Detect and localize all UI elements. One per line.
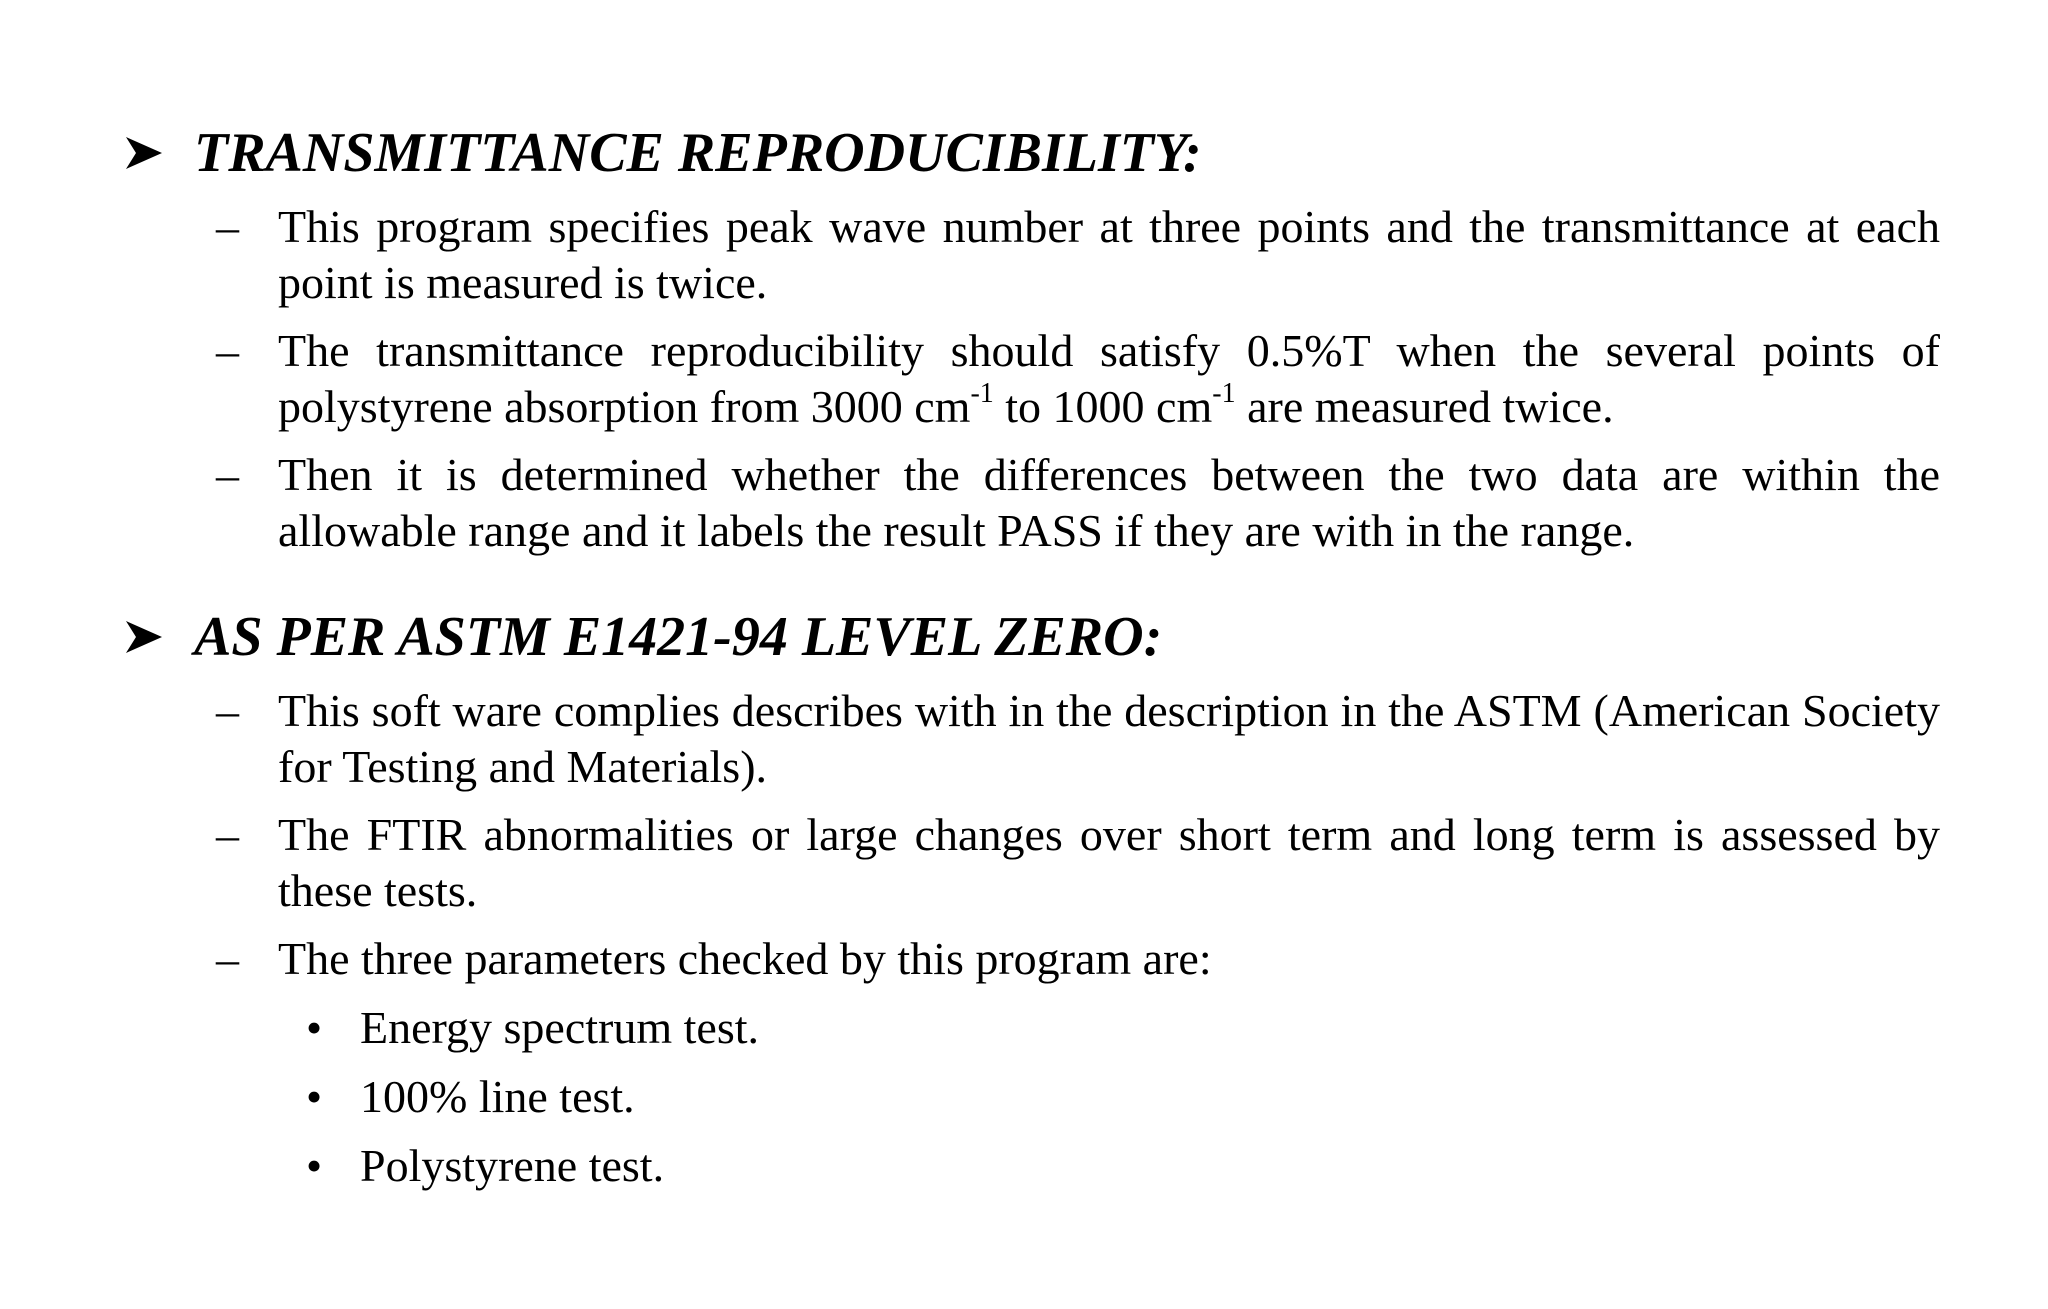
- section-heading-astm: [124, 602, 1162, 672]
- dot-bullet: •: [306, 1002, 323, 1053]
- dash-bullet: –: [216, 933, 239, 984]
- dot-bullet: •: [306, 1140, 323, 1191]
- list-item-text: Then it is determined whether the differences between the two data are within the allowable range and it labels the result PASS if they are with in the range.: [278, 449, 1940, 556]
- list-item-text: This soft ware complies describes with in the description in the ASTM (American Society for Testing and Materials).: [278, 685, 1940, 792]
- heading-text: TRANSMITTANCE REPRODUCIBILITY:: [194, 122, 1202, 184]
- dot-bullet: •: [306, 1071, 323, 1122]
- dash-bullet: –: [216, 201, 239, 252]
- sub-list-item-text: Energy spectrum test.: [360, 1002, 759, 1053]
- dash-bullet: –: [216, 449, 239, 500]
- text-run: The transmittance reproducibility should satisfy 0.5%T when the several points of polystyrene absorption from 3000 cm: [278, 325, 1940, 432]
- list-item-text: [278, 323, 1940, 435]
- arrowhead-bullet-icon: [124, 619, 164, 655]
- section-heading-transmittance: [124, 118, 1202, 188]
- superscript: -1: [970, 377, 994, 409]
- text-run: are measured twice.: [1235, 381, 1614, 432]
- heading-text: AS PER ASTM E1421-94 LEVEL ZERO:: [194, 606, 1163, 668]
- list-item-text: The FTIR abnormalities or large changes over short term and long term is assessed by these tests.: [278, 809, 1940, 916]
- sub-list-item-text: 100% line test.: [360, 1071, 635, 1122]
- dash-bullet: –: [216, 325, 239, 376]
- superscript: -1: [1212, 377, 1236, 409]
- sub-list-item-text: Polystyrene test.: [360, 1140, 665, 1191]
- list-item-text: This program specifies peak wave number at three points and the transmittance at each point is measured is twice.: [278, 201, 1940, 308]
- arrowhead-bullet-icon: [124, 135, 164, 171]
- text-run: to 1000 cm: [993, 381, 1213, 432]
- dash-bullet: –: [216, 809, 239, 860]
- list-item-text: The three parameters checked by this program are:: [278, 933, 1212, 984]
- dash-bullet: –: [216, 685, 239, 736]
